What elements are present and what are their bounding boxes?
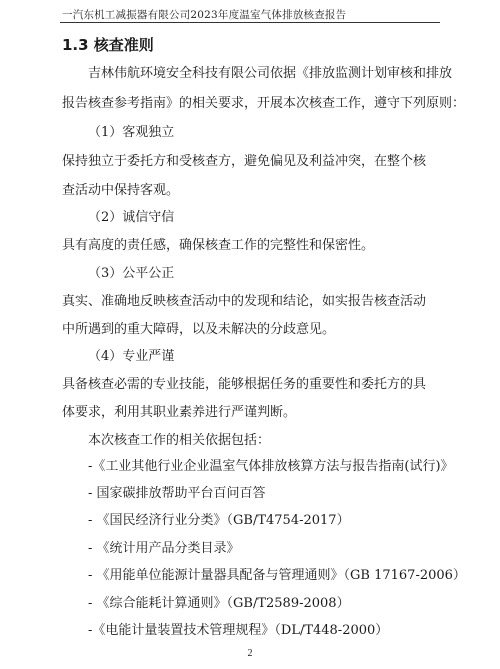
principle-2-line-1: 具有高度的责任感，确保核查工作的完整性和保密性。 bbox=[62, 238, 375, 253]
basis-intro: 本次核查工作的相关依据包括： bbox=[88, 433, 271, 448]
basis-item: - 《统计用产品分类目录》 bbox=[88, 541, 240, 556]
principle-3-heading: （3）公平公正 bbox=[88, 266, 175, 281]
section-title: 1.3 核查准则 bbox=[62, 36, 154, 54]
basis-item: - 《综合能耗计算通则》（GB/T2589-2008） bbox=[88, 596, 350, 611]
principle-4-line-2: 体要求，利用其职业素养进行严谨判断。 bbox=[62, 405, 297, 420]
basis-item: - 《用能单位能源计量器具配备与管理通则》（GB 17167-2006） bbox=[88, 568, 466, 583]
principle-2-heading: （2）诚信守信 bbox=[88, 210, 175, 225]
basis-item: -《工业其他行业企业温室气体排放核算方法与报告指南(试行)》 bbox=[88, 459, 454, 474]
basis-item: - 《国民经济行业分类》（GB/T4754-2017） bbox=[88, 513, 350, 528]
principle-4-heading: （4）专业严谨 bbox=[88, 349, 175, 364]
page-header: 一汽东机工减振器有限公司2023年度温室气体排放核查报告 bbox=[62, 9, 347, 21]
principle-3-line-1: 真实、准确地反映核查活动中的发现和结论，如实报告核查活动 bbox=[62, 294, 427, 309]
page-number: 2 bbox=[247, 648, 253, 659]
basis-item: - 国家碳排放帮助平台百问百答 bbox=[88, 486, 266, 501]
principle-1-line-1: 保持独立于委托方和受核查方，避免偏见及利益冲突，在整个核 bbox=[62, 154, 427, 169]
header-divider bbox=[60, 22, 440, 23]
basis-item: -《电能计量装置技术管理规程》（DL/T448-2000） bbox=[88, 623, 389, 638]
intro-line-1: 吉林伟航环境安全科技有限公司依据《排放监测计划审核和排放 bbox=[88, 66, 453, 81]
intro-line-2: 报告核查参考指南》的相关要求，开展本次核查工作，遵守下列原则： bbox=[62, 96, 466, 111]
principle-3-line-2: 中所遇到的重大障碍，以及未解决的分歧意见。 bbox=[62, 322, 336, 337]
principle-1-line-2: 查活动中保持客观。 bbox=[62, 183, 180, 198]
principle-1-heading: （1）客观独立 bbox=[88, 125, 175, 140]
principle-4-line-1: 具备核查必需的专业技能，能够根据任务的重要性和委托方的具 bbox=[62, 377, 427, 392]
